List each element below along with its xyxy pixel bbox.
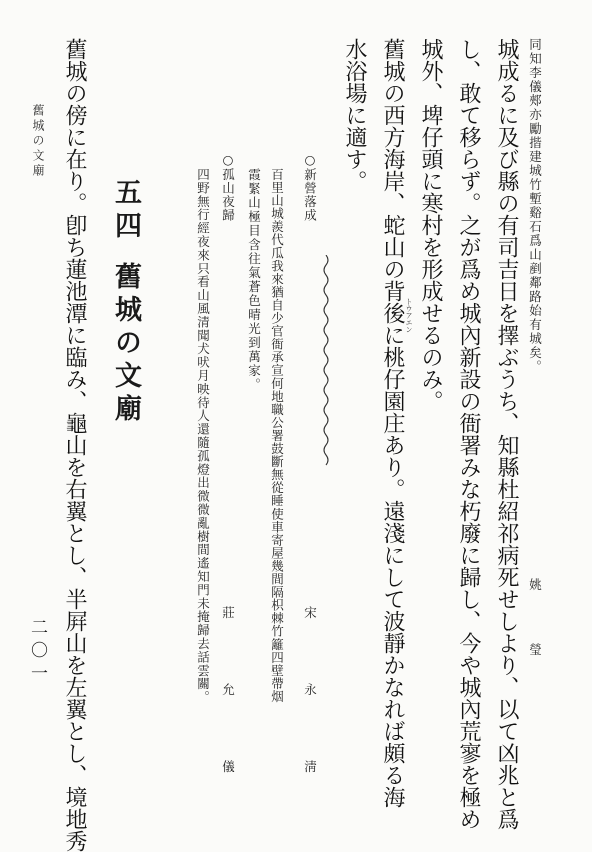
poem-top-line: 同知李儀郟亦勵揩建城竹塹谿石爲山剷鄰路始有城矣。 (527, 38, 543, 374)
poem-1-author: 宋 永 淸 (302, 606, 318, 799)
poem-1-title: ○新營落成 (302, 152, 318, 222)
wavy-divider (322, 255, 330, 470)
poem-2-author: 莊 允 儀 (220, 606, 236, 799)
body-line-2: し、敢て移らず。之が爲め城內新設の衙署みな朽廢に歸し、今や城內荒寥を極め (456, 38, 481, 830)
poem-1-line-1: 百里山城羨代瓜我來猶自少官衙承宣何地職公署鼓斷無從睡使車寄屋幾間隔枳棘竹籬四壁帶烟 (269, 168, 285, 704)
poem-2-title: ○孤山夜歸 (220, 152, 236, 222)
body-line-5: 水浴場に適す。 (342, 38, 367, 192)
section-number: 五四 (110, 178, 141, 244)
poem-1-line-2: 霞緊山極目含往氣蒼色晴光到萬家。 (246, 168, 262, 392)
page-number: 二〇一 (27, 618, 47, 687)
body-line-4: 舊城の西方海岸、蛇山の背後に桃仔園庄あり。遠淺にして波靜かなれば頗る海 (380, 38, 405, 808)
body-line-1: 城成るに及び縣の有司吉日を擇ぶうち、知縣杜紹祁病死せしより、以て凶兆と爲 (494, 38, 519, 830)
body-line-3: 城外、埤仔頭に寒村を形成せるのみ。 (418, 38, 443, 412)
running-head: 舊城の文廟 (31, 104, 45, 179)
poem-2-line-1: 四野無行經夜來只看山風清聞犬吠月映待人還隨孤燈出微微亂樹間遙知門未掩歸去話雲關。 (195, 168, 211, 704)
poem-top-author: 姚 瑩 (527, 578, 543, 676)
body-lower-line-1: 舊城の傍に在り。卽ち蓮池潭に臨み、龜山を右翼とし、半屛山を左翼とし、境地秀 (62, 38, 87, 852)
ruby-reading: トウアエン (405, 298, 413, 333)
section-title: 舊城の文廟 (110, 262, 141, 427)
